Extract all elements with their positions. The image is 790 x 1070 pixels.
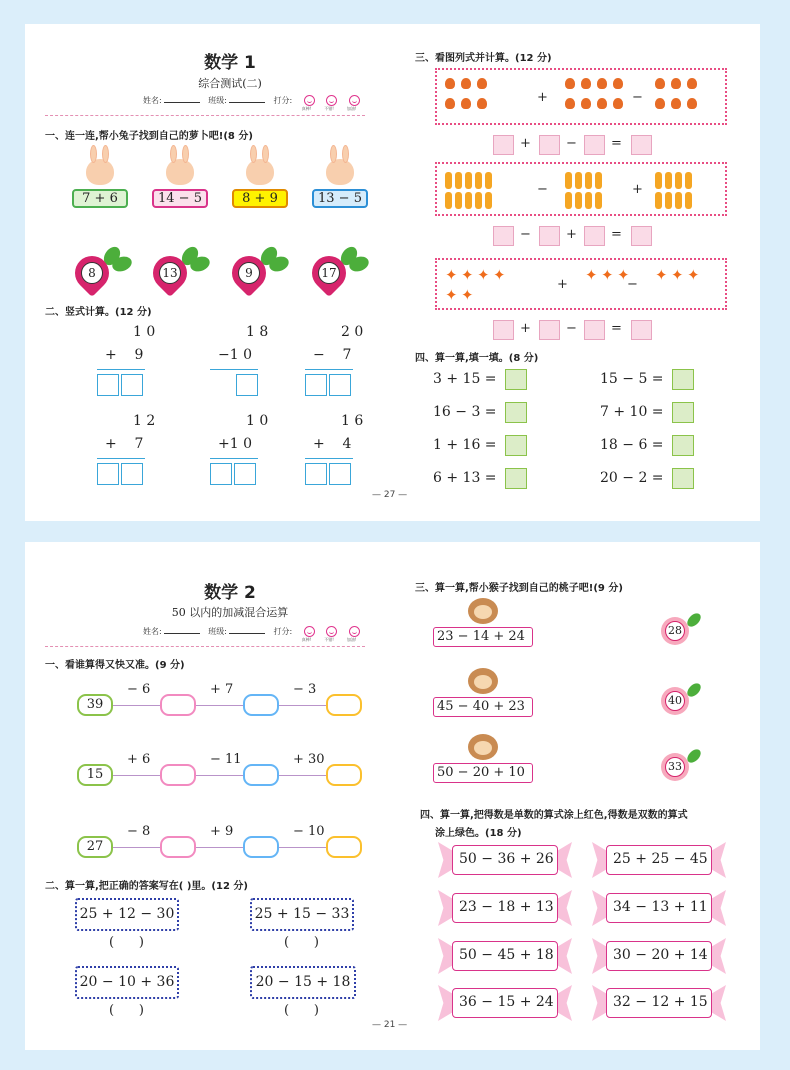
answer-box[interactable]	[493, 135, 514, 155]
answer-box[interactable]	[631, 135, 652, 155]
expression-box: 20 − 15 + 18	[250, 966, 356, 999]
name-label: 姓名:	[143, 627, 162, 636]
answer-parentheses[interactable]: ( )	[109, 1003, 144, 1018]
stick-icon	[565, 172, 572, 189]
stick-icon	[655, 192, 662, 209]
section-4-heading-line1: 四、算一算,把得数是单数的算式涂上红色,得数是双数的算式	[420, 810, 688, 821]
answer-box[interactable]	[236, 374, 258, 396]
answer-box[interactable]	[505, 435, 527, 456]
vertical-bottom-number: +1 0	[218, 436, 252, 452]
maple-leaf-icon: ✦	[445, 286, 458, 304]
rabbit-icon	[86, 159, 114, 185]
candy-text: 36 − 15 + 24	[452, 988, 558, 1018]
rabbit-ear	[170, 145, 177, 163]
fruit-icon	[671, 98, 681, 109]
stick-icon	[465, 172, 472, 189]
answer-box[interactable]	[305, 374, 327, 396]
candy-text: 30 − 20 + 14	[606, 941, 712, 971]
class-label: 班级:	[208, 627, 227, 636]
page-number: — 21 —	[372, 1020, 408, 1030]
stick-icon	[665, 172, 672, 189]
maple-leaf-icon: ✦	[617, 266, 630, 284]
answer-cloud[interactable]	[243, 764, 279, 786]
rabbit-icon	[326, 159, 354, 185]
operation-label: − 6	[127, 682, 151, 697]
vertical-top-number: 1 2	[133, 413, 156, 429]
maple-leaf-icon: ✦	[687, 266, 700, 284]
candy-expression[interactable]	[438, 890, 572, 926]
equation-text: 18 − 6 =	[600, 437, 664, 453]
operator-sign: −	[632, 89, 643, 105]
score-label: 打分:	[273, 96, 293, 105]
answer-box[interactable]	[584, 320, 605, 340]
monkey-face	[474, 675, 492, 689]
operation-label: + 6	[127, 752, 151, 767]
answer-box[interactable]	[493, 226, 514, 246]
candy-text: 23 − 18 + 13	[452, 893, 558, 923]
answer-box[interactable]	[505, 402, 527, 423]
rabbit-icon	[246, 159, 274, 185]
maple-leaf-icon: ✦	[671, 266, 684, 284]
maple-leaf-icon: ✦	[493, 266, 506, 284]
name-blank[interactable]	[164, 633, 200, 634]
candy-expression[interactable]	[438, 985, 572, 1021]
operator-sign: −	[537, 182, 548, 197]
fruit-icon	[597, 98, 607, 109]
answer-box[interactable]	[631, 320, 652, 340]
operation-label: + 9	[210, 824, 234, 839]
vertical-bottom-number: − 7	[313, 347, 352, 363]
answer-box[interactable]	[97, 374, 119, 396]
fruit-icon	[445, 78, 455, 89]
fruit-icon	[581, 98, 591, 109]
info-line	[143, 626, 360, 642]
operator-sign: +	[566, 227, 577, 242]
stick-icon	[475, 172, 482, 189]
vertical-top-number: 1 6	[341, 413, 364, 429]
operation-label: − 10	[293, 824, 325, 839]
answer-cloud[interactable]	[160, 694, 196, 716]
smiley-icon[interactable]: 不错!	[326, 95, 337, 106]
monkey-icon	[468, 734, 498, 760]
candy-text: 32 − 12 + 15	[606, 988, 712, 1018]
stick-icon	[685, 172, 692, 189]
fruit-icon	[613, 78, 623, 89]
smiley-icon[interactable]: 加油!	[349, 95, 360, 106]
answer-box[interactable]	[672, 369, 694, 390]
operator-sign: −	[566, 136, 577, 151]
rabbit-ear	[102, 145, 109, 163]
vertical-bottom-number: + 7	[105, 436, 144, 452]
answer-box[interactable]	[584, 226, 605, 246]
stick-icon	[655, 172, 662, 189]
expression-box: 20 − 10 + 36	[75, 966, 179, 999]
operation-label: + 7	[210, 682, 234, 697]
rabbit-ear	[250, 145, 257, 163]
score-label: 打分:	[273, 627, 293, 636]
vertical-line	[97, 369, 145, 370]
candy-text: 34 − 13 + 11	[606, 893, 712, 923]
equation-text: 20 − 2 =	[600, 470, 664, 486]
candy-expression[interactable]	[592, 985, 726, 1021]
expression-box: 25 + 15 − 33	[250, 898, 354, 931]
stick-icon	[585, 172, 592, 189]
operation-label: − 11	[210, 752, 242, 767]
chain-line	[105, 775, 335, 776]
fruit-icon	[613, 98, 623, 109]
page-subtitle: 50 以内的加减混合运算	[171, 606, 289, 619]
radish-number[interactable]: 9	[238, 262, 260, 284]
radish-number[interactable]: 8	[81, 262, 103, 284]
operator-sign: +	[557, 277, 568, 292]
radish-number[interactable]: 17	[318, 262, 340, 284]
rabbit-ear	[182, 145, 189, 163]
fruit-icon	[655, 98, 665, 109]
maple-leaf-icon: ✦	[601, 266, 614, 284]
monkey-face	[474, 741, 492, 755]
rabbit-expression[interactable]: 14 − 5	[152, 189, 208, 208]
vertical-line	[305, 369, 353, 370]
section-3-heading: 三、算一算,帮小猴子找到自己的桃子吧!(9 分)	[415, 583, 623, 594]
class-blank[interactable]	[229, 102, 265, 103]
start-number: 15	[77, 764, 113, 786]
operator-sign: −	[627, 277, 638, 292]
fruit-icon	[687, 78, 697, 89]
answer-box[interactable]	[97, 463, 119, 485]
monkey-expression[interactable]: 45 − 40 + 23	[433, 697, 533, 717]
answer-cloud[interactable]	[243, 694, 279, 716]
answer-cloud[interactable]	[243, 836, 279, 858]
operator-sign: +	[520, 136, 531, 151]
answer-box[interactable]	[329, 463, 351, 485]
answer-cloud[interactable]	[326, 694, 362, 716]
stick-icon	[575, 172, 582, 189]
rabbit-ear	[90, 145, 97, 163]
rabbit-ear	[342, 145, 349, 163]
candy-text: 50 − 36 + 26	[452, 845, 558, 875]
operator-sign: =	[611, 136, 622, 151]
start-number: 27	[77, 836, 113, 858]
fruit-icon	[445, 98, 455, 109]
stick-icon	[485, 172, 492, 189]
monkey-expression[interactable]: 50 − 20 + 10	[433, 763, 533, 783]
worksheet-page-1	[25, 24, 760, 521]
answer-box[interactable]	[672, 435, 694, 456]
maple-leaf-icon: ✦	[461, 266, 474, 284]
equation-text: 6 + 13 =	[433, 470, 497, 486]
answer-box[interactable]	[584, 135, 605, 155]
answer-parentheses[interactable]: ( )	[284, 935, 319, 950]
fruit-icon	[581, 78, 591, 89]
smiley-icon[interactable]: 加油!	[349, 626, 360, 637]
smiley-icon[interactable]: 真棒!	[304, 626, 315, 637]
fruit-icon	[655, 78, 665, 89]
page-number: — 27 —	[372, 490, 408, 500]
answer-box[interactable]	[672, 468, 694, 489]
candy-expression[interactable]	[438, 938, 572, 974]
answer-box[interactable]	[631, 226, 652, 246]
stick-icon	[675, 172, 682, 189]
picture-frame	[435, 162, 727, 216]
fruit-icon	[565, 98, 575, 109]
candy-expression[interactable]	[592, 938, 726, 974]
answer-box[interactable]	[493, 320, 514, 340]
rabbit-expression[interactable]: 7 + 6	[72, 189, 128, 208]
vertical-top-number: 1 0	[246, 413, 269, 429]
rabbit-icon	[166, 159, 194, 185]
monkey-icon	[468, 598, 498, 624]
peach-number[interactable]: 28	[665, 621, 685, 641]
name-label: 姓名:	[143, 96, 162, 105]
radish-number[interactable]: 13	[159, 262, 181, 284]
peach-number[interactable]: 40	[665, 691, 685, 711]
answer-cloud[interactable]	[326, 836, 362, 858]
section-2-heading: 二、算一算,把正确的答案写在( )里。(12 分)	[45, 881, 248, 892]
candy-text: 25 + 25 − 45	[606, 845, 712, 875]
fruit-icon	[461, 78, 471, 89]
vertical-line	[210, 369, 258, 370]
fruit-icon	[565, 78, 575, 89]
rabbit-ear	[330, 145, 337, 163]
operator-sign: =	[611, 321, 622, 336]
section-4-heading: 四、算一算,填一填。(8 分)	[415, 353, 539, 364]
stick-icon	[675, 192, 682, 209]
fruit-icon	[477, 98, 487, 109]
stick-icon	[455, 192, 462, 209]
answer-box[interactable]	[539, 226, 560, 246]
name-blank[interactable]	[164, 102, 200, 103]
stick-icon	[455, 172, 462, 189]
candy-expression[interactable]	[592, 842, 726, 878]
answer-box[interactable]	[121, 374, 143, 396]
stick-icon	[685, 192, 692, 209]
section-4-heading-line2: 涂上绿色。(18 分)	[435, 828, 522, 839]
candy-expression[interactable]	[438, 842, 572, 878]
answer-box[interactable]	[210, 463, 232, 485]
operator-sign: =	[611, 227, 622, 242]
stick-icon	[485, 192, 492, 209]
divider	[45, 646, 365, 647]
equation-text: 16 − 3 =	[433, 404, 497, 420]
maple-leaf-icon: ✦	[477, 266, 490, 284]
answer-box[interactable]	[234, 463, 256, 485]
equation-text: 1 + 16 =	[433, 437, 497, 453]
answer-cloud[interactable]	[326, 764, 362, 786]
stick-icon	[595, 172, 602, 189]
stick-icon	[585, 192, 592, 209]
equation-text: 3 + 15 =	[433, 371, 497, 387]
class-label: 班级:	[208, 96, 227, 105]
vertical-top-number: 2 0	[341, 324, 364, 340]
page-subtitle: 综合测试(二)	[198, 77, 262, 90]
fruit-icon	[597, 78, 607, 89]
picture-frame	[435, 68, 727, 125]
peach-number[interactable]: 33	[665, 757, 685, 777]
section-1-heading: 一、看谁算得又快又准。(9 分)	[45, 660, 185, 671]
answer-box[interactable]	[539, 135, 560, 155]
vertical-line	[305, 458, 353, 459]
stick-icon	[445, 172, 452, 189]
candy-text: 50 − 45 + 18	[452, 941, 558, 971]
stick-icon	[565, 192, 572, 209]
start-number: 39	[77, 694, 113, 716]
maple-leaf-icon: ✦	[461, 286, 474, 304]
fruit-icon	[477, 78, 487, 89]
answer-cloud[interactable]	[160, 764, 196, 786]
vertical-line	[97, 458, 145, 459]
equation-text: 7 + 10 =	[600, 404, 664, 420]
vertical-line	[210, 458, 258, 459]
vertical-bottom-number: + 9	[105, 347, 144, 363]
page-title: 数学 1	[204, 53, 256, 73]
stick-icon	[665, 192, 672, 209]
rabbit-expression[interactable]: 8 + 9	[232, 189, 288, 208]
operator-sign: −	[520, 227, 531, 242]
monkey-expression[interactable]: 23 − 14 + 24	[433, 627, 533, 647]
answer-box[interactable]	[505, 468, 527, 489]
fruit-icon	[687, 98, 697, 109]
operation-label: − 3	[293, 682, 317, 697]
section-2-heading: 二、竖式计算。(12 分)	[45, 307, 152, 318]
stick-icon	[465, 192, 472, 209]
answer-box[interactable]	[305, 463, 327, 485]
vertical-bottom-number: + 4	[313, 436, 352, 452]
operator-sign: +	[520, 321, 531, 336]
rabbit-expression[interactable]: 13 − 5	[312, 189, 368, 208]
maple-leaf-icon: ✦	[445, 266, 458, 284]
divider	[45, 115, 365, 116]
smiley-icon[interactable]: 真棒!	[304, 95, 315, 106]
monkey-icon	[468, 668, 498, 694]
answer-box[interactable]	[505, 369, 527, 390]
fruit-icon	[461, 98, 471, 109]
page-title: 数学 2	[204, 583, 256, 603]
info-line	[143, 95, 360, 111]
operator-sign: −	[566, 321, 577, 336]
class-blank[interactable]	[229, 633, 265, 634]
picture-frame	[435, 258, 727, 310]
vertical-top-number: 1 8	[246, 324, 269, 340]
stick-icon	[595, 192, 602, 209]
monkey-face	[474, 605, 492, 619]
operation-label: − 8	[127, 824, 151, 839]
answer-parentheses[interactable]: ( )	[109, 935, 144, 950]
stick-icon	[475, 192, 482, 209]
operator-sign: +	[632, 182, 643, 197]
answer-cloud[interactable]	[160, 836, 196, 858]
operation-label: + 30	[293, 752, 325, 767]
expression-box: 25 + 12 − 30	[75, 898, 179, 931]
fruit-icon	[671, 78, 681, 89]
stick-icon	[575, 192, 582, 209]
vertical-bottom-number: −1 0	[218, 347, 252, 363]
smiley-icon[interactable]: 不错!	[326, 626, 337, 637]
answer-box[interactable]	[121, 463, 143, 485]
maple-leaf-icon: ✦	[585, 266, 598, 284]
chain-line	[105, 705, 335, 706]
answer-box[interactable]	[672, 402, 694, 423]
stick-icon	[445, 192, 452, 209]
answer-parentheses[interactable]: ( )	[284, 1003, 319, 1018]
section-1-heading: 一、连一连,帮小兔子找到自己的萝卜吧!(8 分)	[45, 131, 253, 142]
answer-box[interactable]	[539, 320, 560, 340]
rabbit-ear	[262, 145, 269, 163]
operator-sign: +	[537, 89, 548, 105]
maple-leaf-icon: ✦	[655, 266, 668, 284]
answer-box[interactable]	[329, 374, 351, 396]
candy-expression[interactable]	[592, 890, 726, 926]
equation-text: 15 − 5 =	[600, 371, 664, 387]
vertical-top-number: 1 0	[133, 324, 156, 340]
section-3-heading: 三、看图列式并计算。(12 分)	[415, 53, 552, 64]
worksheet-page-2	[25, 542, 760, 1050]
chain-line	[105, 847, 335, 848]
